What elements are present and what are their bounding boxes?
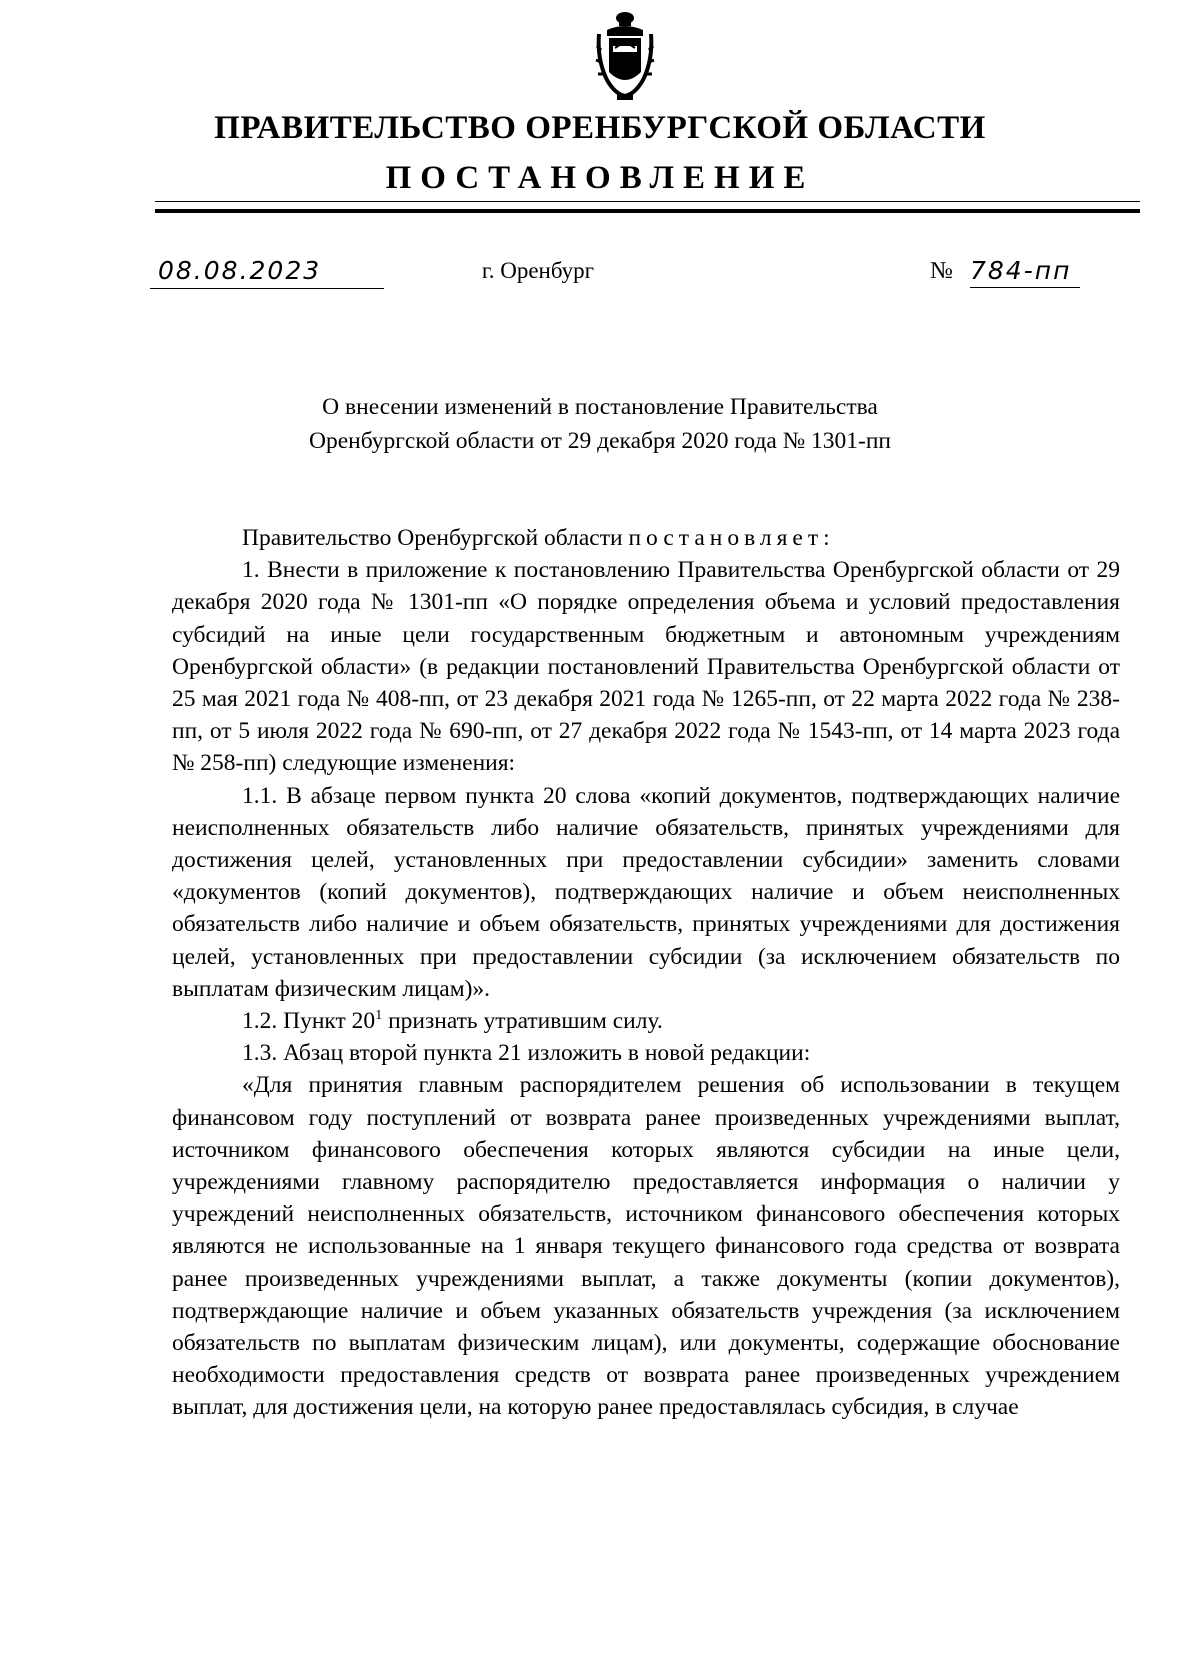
- document-type-title: ПОСТАНОВЛЕНИЕ: [385, 160, 815, 196]
- paragraph-1-2: [172, 1005, 1120, 1037]
- preamble-paragraph: [172, 522, 1120, 554]
- document-number-block: [930, 256, 1130, 288]
- subject-line-1: О внесении изменений в постановление Правительства: [322, 394, 878, 420]
- number-underline: [970, 287, 1080, 288]
- paragraph-1-2-start: 1.2. Пункт 20: [242, 1008, 376, 1035]
- paragraph-1-2-superscript: 1: [375, 1008, 383, 1024]
- header-rule-thick: [155, 209, 1140, 213]
- paragraph-1-3: 1.3. Абзац второй пункта 21 изложить в новой редакции:: [242, 1040, 811, 1067]
- organization-title: ПРАВИТЕЛЬСТВО ОРЕНБУРГСКОЙ ОБЛАСТИ: [214, 110, 986, 146]
- preamble-spaced-word: постановляет:: [628, 525, 835, 551]
- document-city: г. Оренбург: [481, 258, 595, 283]
- paragraph-1-1: 1.1. В абзаце первом пункта 20 слова «копий документов, подтверждающих наличие неисполненных обязательств либо наличие обязательств, принятых учреждениями для достижения целей, установленных при предоставлении субсидии» заменить словами «документов (копий документов), подтверждающих наличие и объем неисполненных обязательств либо наличие и объем обязательств, принятых учреждениями для достижения целей, установленных при предоставлении субсидии (за исключением обязательств по выплатам физическим лицам)».: [172, 782, 1120, 1002]
- number-sign: №: [930, 258, 953, 284]
- document-body: [172, 522, 1120, 1424]
- paragraph-1-2-end: признать утратившим силу.: [382, 1008, 663, 1035]
- header-rule-thin: [155, 201, 1140, 202]
- document-date: 08.08.2023: [158, 256, 322, 285]
- document-number: 784-пп: [970, 256, 1072, 285]
- date-underline: [150, 288, 384, 289]
- subject-line-2: Оренбургской области от 29 декабря 2020 года № 1301-пп: [309, 428, 891, 454]
- document-subject: [0, 390, 1200, 458]
- paragraph-1: 1. Внести в приложение к постановлению Правительства Оренбургской области от 29 декабря 2020 года № 1301-пп «О порядке определения объема и условий предоставления субсидий на иные цели государственным бюджетным и автономным учреждениям Оренбургской области» (в редакции постановлений Правительства Оренбургской области от 25 мая 2021 года № 408-пп, от 23 декабря 2021 года № 1265-пп, от 22 марта 2022 года № 238-пп, от 5 июля 2022 года № 690-пп, от 27 декабря 2022 года № 1543-пп, от 14 марта 2023 года № 258-пп) следующие изменения:: [172, 557, 1120, 777]
- coat-of-arms-emblem: [595, 10, 655, 102]
- preamble-text: Правительство Оренбургской области: [242, 525, 629, 551]
- quoted-paragraph: «Для принятия главным распорядителем решения об использовании в текущем финансовом году поступлений от возврата ранее произведенных учреждениями выплат, источником финансового обеспечения которых являются субсидии на иные цели, учреждениями главному распорядителю предоставляется информация о наличии у учреждений неисполненных обязательств, источником финансового обеспечения которых являются не использованные на 1 января текущего финансового года средства от возврата ранее произведенных учреждениями выплат, а также документы (копии документов), подтверждающие наличие и объем указанных обязательств учреждения (за исключением обязательств по выплатам физическим лицам), или документы, содержащие обоснование необходимости предоставления средств от возврата ранее произведенных учреждением выплат, для достижения цели, на которую ранее предоставлялась субсидия, в случае: [172, 1072, 1120, 1421]
